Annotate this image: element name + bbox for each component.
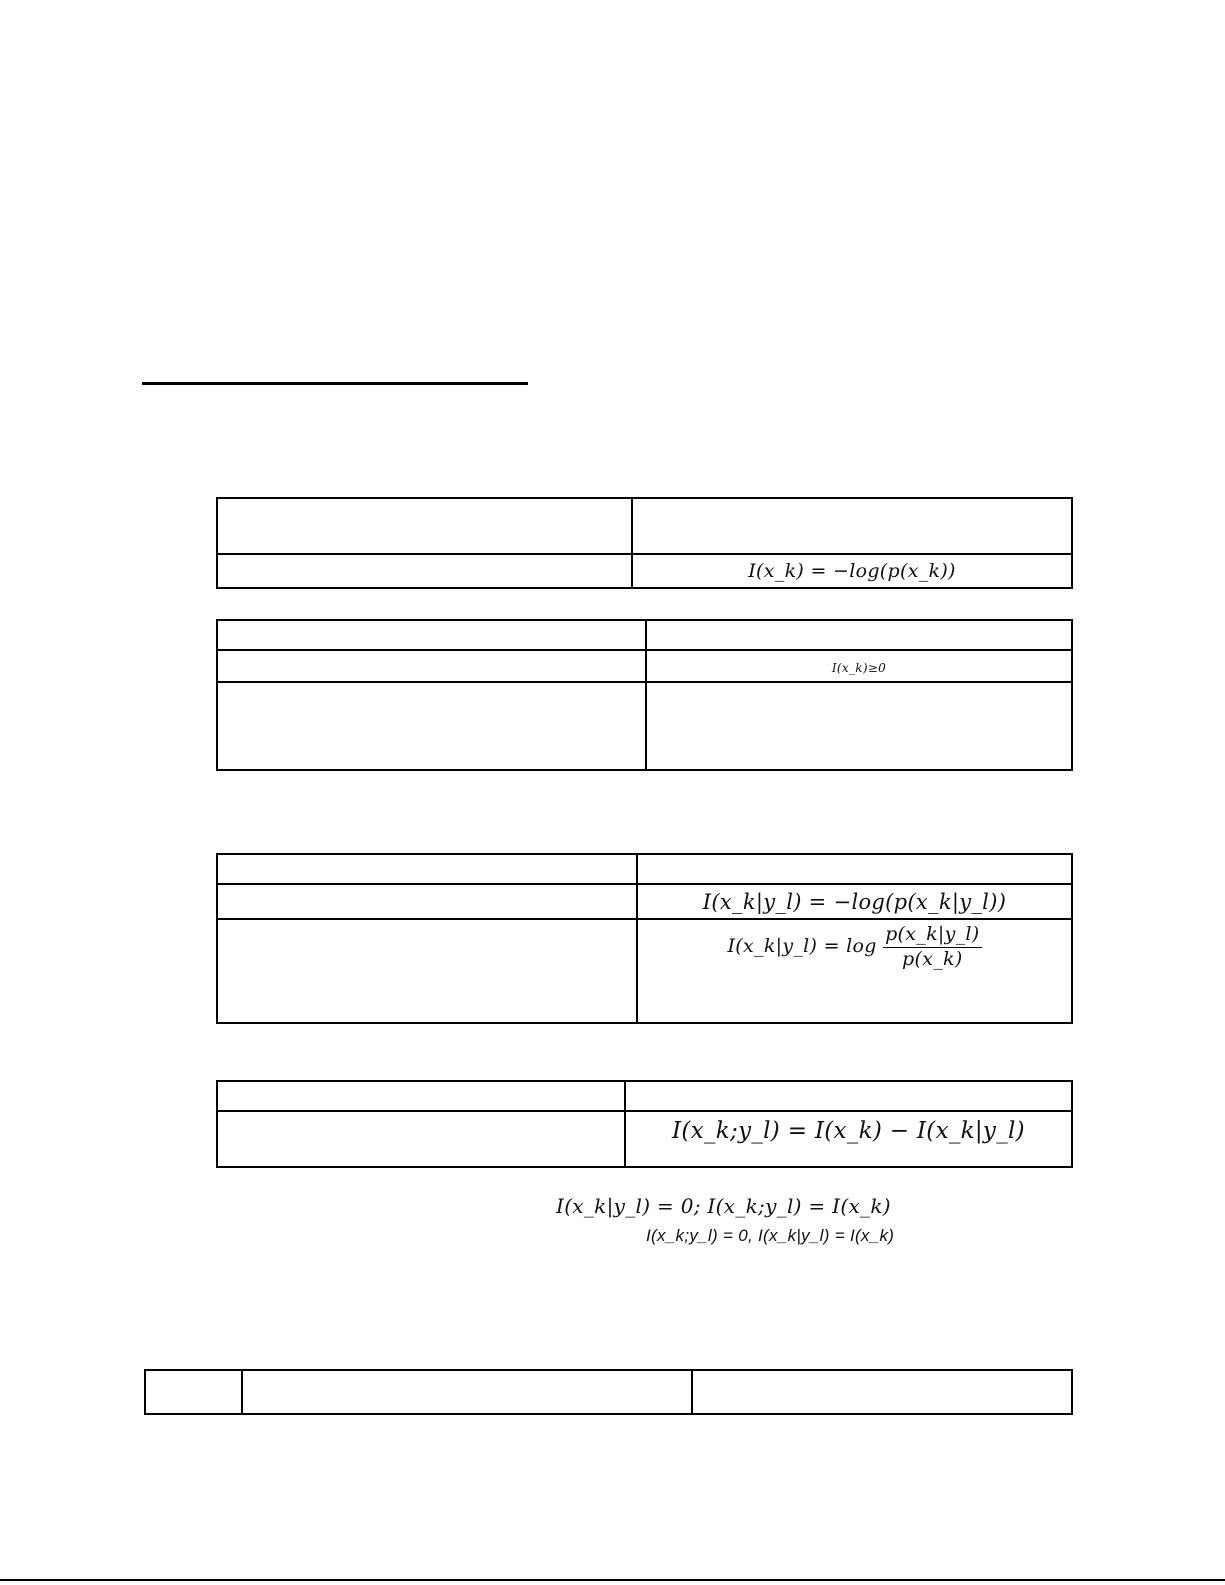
- table5-col3: [692, 1370, 1072, 1414]
- page-bottom-rule: [0, 1579, 1225, 1581]
- table2-row2-value: [646, 682, 1072, 770]
- dependent-case-formula: I(x_k;y_l) = 0, I(x_k|y_l) = I(x_k): [646, 1226, 895, 1245]
- table1-row-label: [217, 554, 632, 588]
- self-information-formula: I(x_k) = −log(p(x_k)): [748, 560, 956, 582]
- table3-header-left: [217, 854, 637, 884]
- mutual-information-table: [216, 1080, 1073, 1168]
- mutual-information-formula: I(x_k;y_l) = I(x_k) − I(x_k|y_l): [672, 1118, 1025, 1144]
- ratio-numerator: p(x_k|y_l): [883, 924, 981, 948]
- table1-formula-cell: [632, 554, 1072, 588]
- nonnegative-formula: I(x_k)≥0: [831, 660, 887, 675]
- independent-case-formula: I(x_k|y_l) = 0; I(x_k;y_l) = I(x_k): [556, 1194, 891, 1218]
- table2-row2-label: [217, 682, 646, 770]
- table1-header-right: [632, 498, 1072, 554]
- self-information-table: [216, 497, 1073, 589]
- table3-ratio-cell: [637, 919, 1072, 1023]
- table4-header-right: [625, 1081, 1072, 1111]
- table3-row1-label: [217, 884, 637, 919]
- table3-formula-cell: [637, 884, 1072, 919]
- table2-header-right: [646, 620, 1072, 650]
- table5-col1: [145, 1370, 242, 1414]
- conditional-ratio-fraction: [883, 924, 981, 971]
- table4-header-left: [217, 1081, 625, 1111]
- table3-row2-label: [217, 919, 637, 1023]
- conditional-ratio-lhs: I(x_k|y_l) = log: [727, 935, 877, 958]
- table2-header-left: [217, 620, 646, 650]
- table4-row1-label: [217, 1111, 625, 1167]
- table1-header-left: [217, 498, 632, 554]
- conditional-information-formula: I(x_k|y_l) = −log(p(x_k|y_l)): [702, 889, 1007, 914]
- conditional-information-table: [216, 853, 1073, 1024]
- table5-col2: [242, 1370, 692, 1414]
- conditional-ratio-formula: [727, 923, 981, 970]
- table4-formula-cell: [625, 1111, 1072, 1167]
- table2-row1-label: [217, 650, 646, 682]
- bottom-table: [144, 1369, 1073, 1415]
- properties-table: [216, 619, 1073, 771]
- heading-underline: [142, 382, 528, 385]
- table2-formula-cell: [646, 650, 1072, 682]
- table3-header-right: [637, 854, 1072, 884]
- ratio-denominator: p(x_k): [902, 947, 963, 970]
